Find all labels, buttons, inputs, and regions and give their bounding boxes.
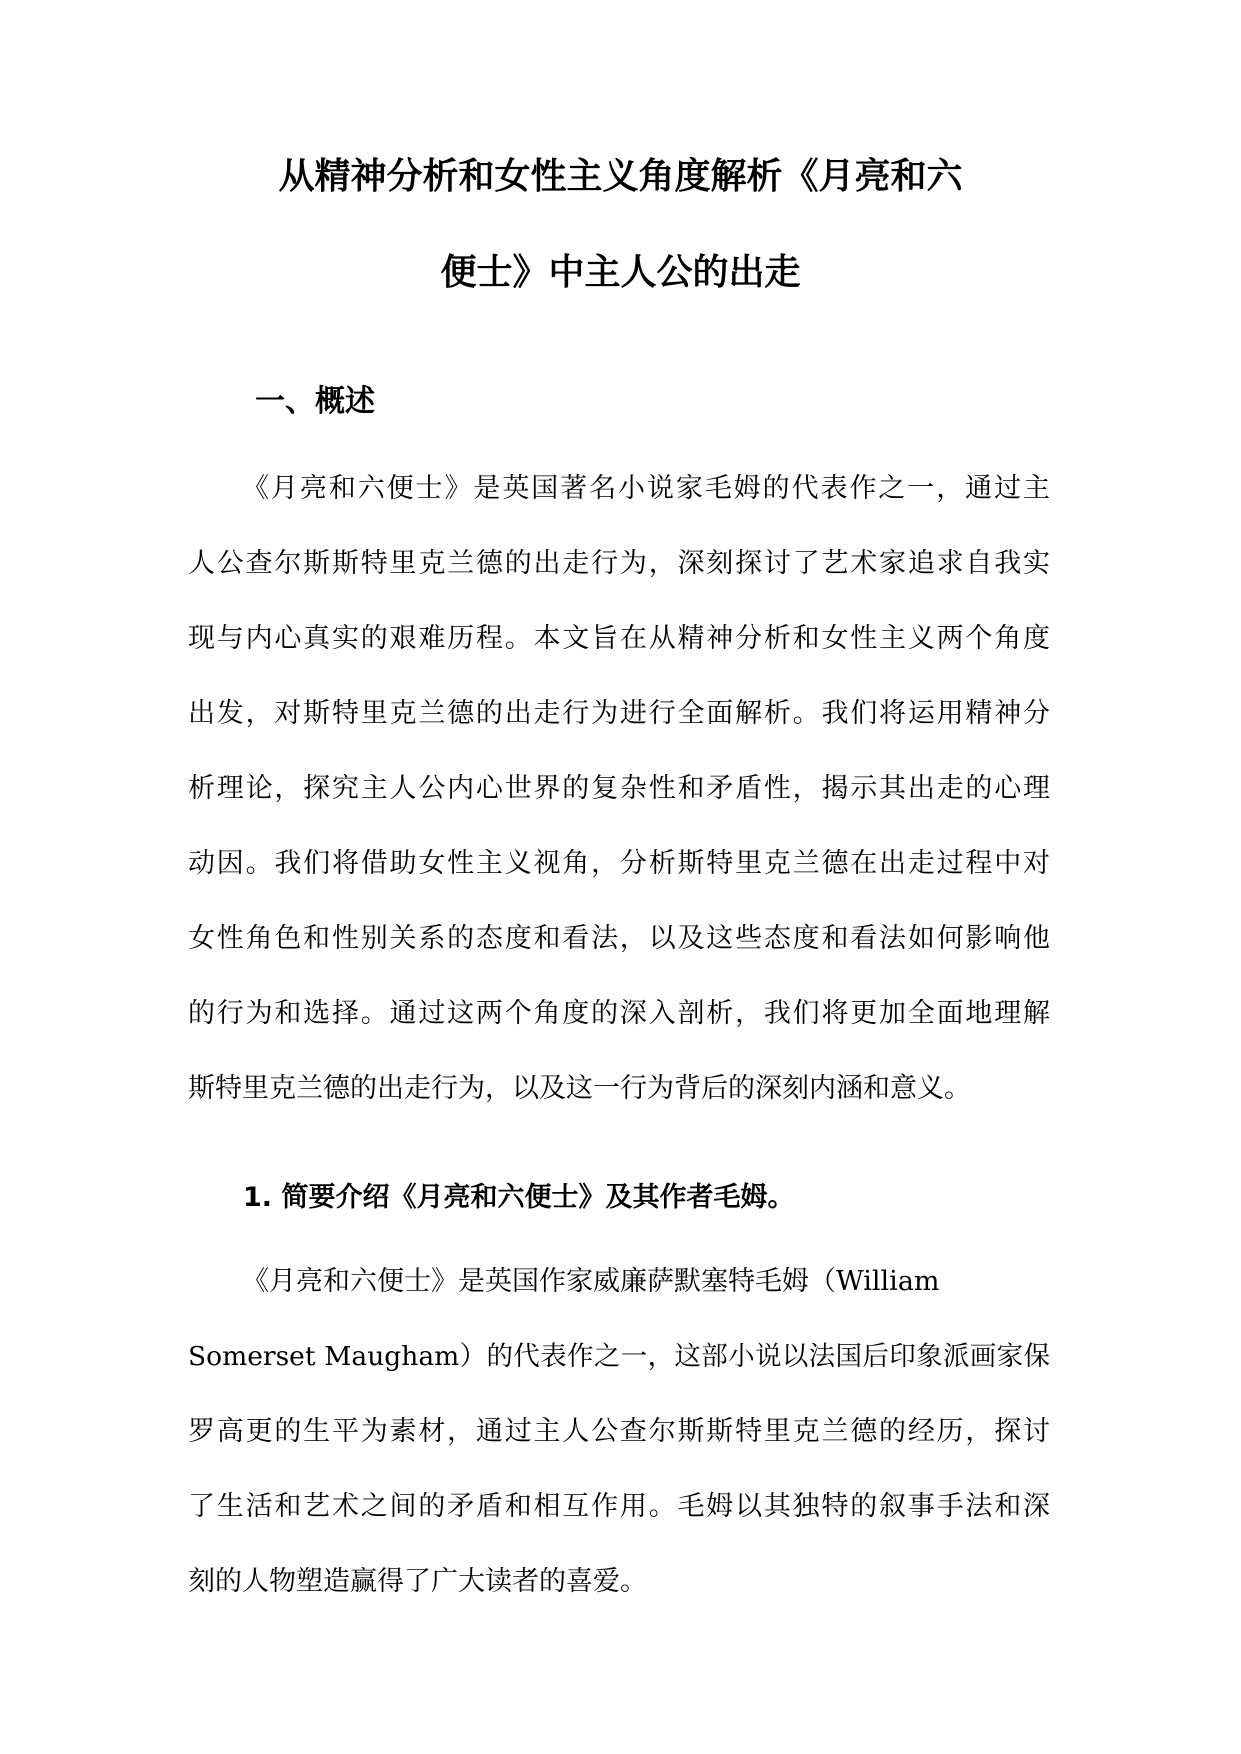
document-title-line-1: 从精神分析和女性主义角度解析《月亮和六 [278,156,963,197]
paragraph-line: 析理论，探究主人公内心世界的复杂性和矛盾性，揭示其出走的心理 [188,773,1050,804]
paragraph-line: 《月亮和六便士》是英国作家威廉萨默塞特毛姆（William [242,1266,940,1297]
section-heading-overview: 一、概述 [255,384,375,419]
subsection-heading-introduction: 1. 简要介绍《月亮和六便士》及其作者毛姆。 [243,1182,795,1213]
paragraph-line: 人公查尔斯斯特里克兰德的出走行为，深刻探讨了艺术家追求自我实 [188,548,1050,579]
paragraph-line: 了生活和艺术之间的矛盾和相互作用。毛姆以其独特的叙事手法和深 [188,1491,1050,1522]
paragraph-line: 《月亮和六便士》是英国著名小说家毛姆的代表作之一，通过主 [242,473,1050,504]
paragraph-line: Somerset Maugham）的代表作之一，这部小说以法国后印象派画家保 [188,1341,1050,1372]
paragraph-line: 现与内心真实的艰难历程。本文旨在从精神分析和女性主义两个角度 [188,623,1050,654]
paragraph-line: 动因。我们将借助女性主义视角，分析斯特里克兰德在出走过程中对 [188,848,1050,879]
paragraph-line: 女性角色和性别关系的态度和看法，以及这些态度和看法如何影响他 [188,923,1050,954]
paragraph-line: 的行为和选择。通过这两个角度的深入剖析，我们将更加全面地理解 [188,998,1050,1029]
paragraph-line: 出发，对斯特里克兰德的出走行为进行全面解析。我们将运用精神分 [188,698,1050,729]
overview-paragraph [188,451,1050,1126]
introduction-paragraph [188,1244,1050,1619]
paragraph-line: 罗高更的生平为素材，通过主人公查尔斯斯特里克兰德的经历，探讨 [188,1416,1050,1447]
document-title-line-2: 便士》中主人公的出走 [440,252,801,293]
paragraph-line: 刻的人物塑造赢得了广大读者的喜爱。 [188,1566,647,1597]
paragraph-line: 斯特里克兰德的出走行为，以及这一行为背后的深刻内涵和意义。 [188,1073,971,1104]
